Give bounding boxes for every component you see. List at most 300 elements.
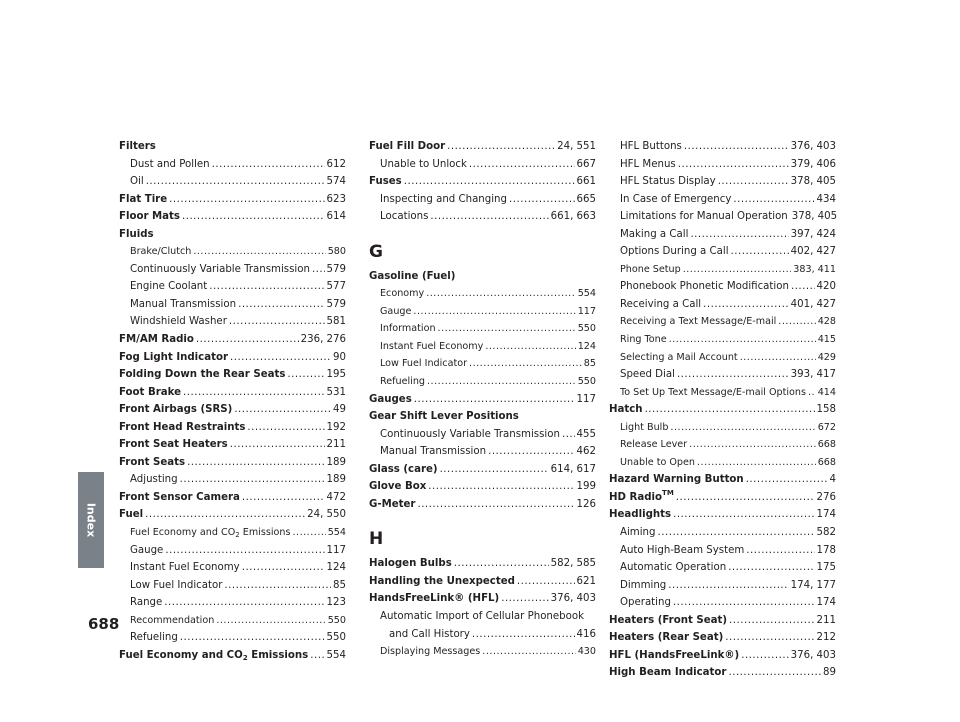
page-reference[interactable]: 531 — [326, 386, 346, 398]
page-reference[interactable]: 414 — [817, 386, 836, 398]
entry-label — [119, 208, 180, 226]
entry-text: Manual Transmission — [130, 298, 237, 310]
index-subentry — [369, 373, 596, 391]
index-subentry — [369, 191, 596, 209]
entry-text: HFL Status Display — [620, 176, 716, 188]
index-entry — [609, 629, 836, 647]
entry-text: Fuel Economy and CO — [130, 527, 236, 539]
dot-leader — [488, 443, 574, 461]
index-subentry — [119, 313, 346, 331]
page-reference[interactable]: 554 — [327, 527, 346, 539]
entry-label — [119, 454, 185, 472]
page-reference[interactable]: 174, 177 — [790, 579, 836, 591]
index-subentry — [609, 524, 836, 542]
page-reference[interactable]: 211 — [816, 614, 836, 626]
entry-label — [130, 559, 240, 577]
index-subentry — [119, 471, 346, 489]
index-entry — [119, 226, 346, 244]
index-entry — [119, 647, 346, 665]
entry-text: Halogen Bulbs — [369, 558, 452, 570]
index-subentry — [119, 542, 346, 560]
index-subentry — [119, 594, 346, 612]
page-reference[interactable]: 550 — [327, 614, 346, 626]
page-reference[interactable]: 85 — [583, 358, 596, 370]
page-reference[interactable]: 90 — [333, 351, 346, 363]
entry-label — [380, 373, 425, 391]
page-reference[interactable]: 579 — [326, 298, 346, 310]
page-number: 688 — [88, 615, 120, 633]
entry-superscript: TM — [662, 488, 674, 497]
dot-leader — [673, 506, 814, 524]
entry-text: Front Sensor Camera — [119, 491, 240, 503]
entry-label — [380, 426, 560, 444]
entry-text: Windshield Washer — [130, 316, 227, 328]
dot-leader — [196, 331, 299, 349]
entry-text: Low Fuel Indicator — [380, 358, 468, 370]
dot-leader — [509, 191, 575, 209]
dot-leader — [791, 278, 815, 296]
page-reference[interactable]: 383, 411 — [793, 263, 836, 275]
page-reference[interactable]: 577 — [326, 281, 346, 293]
dot-leader — [312, 261, 325, 279]
page-reference[interactable]: 581 — [326, 316, 346, 328]
entry-text: Recommendation — [130, 614, 215, 626]
page-reference[interactable]: 579 — [326, 263, 346, 275]
page-reference[interactable]: 402, 427 — [790, 246, 836, 258]
entry-label — [130, 173, 144, 191]
index-subentry — [609, 243, 836, 261]
entry-text: Making a Call — [620, 228, 689, 240]
entry-text: Fluids — [119, 228, 154, 240]
page-reference[interactable]: 189 — [326, 474, 346, 486]
dot-leader — [146, 173, 325, 191]
entry-label — [609, 401, 643, 419]
page-reference[interactable]: 124 — [326, 562, 346, 574]
entry-text: Dust and Pollen — [130, 158, 210, 170]
entry-label — [609, 647, 739, 665]
index-entry — [369, 461, 596, 479]
entry-text: Continuously Variable Transmission — [380, 428, 560, 440]
dot-leader — [169, 191, 324, 209]
dot-leader — [414, 391, 575, 409]
entry-label — [380, 443, 486, 461]
page-reference[interactable]: 89 — [823, 667, 836, 679]
entry-label — [380, 208, 428, 226]
index-entry — [119, 506, 346, 524]
entry-text: Folding Down the Rear Seats — [119, 369, 286, 381]
entry-text: Low Fuel Indicator — [130, 579, 223, 591]
entry-text: Headlights — [609, 509, 672, 521]
index-subentry — [609, 419, 836, 437]
entry-label — [620, 577, 666, 595]
entry-label — [380, 156, 467, 174]
dot-leader — [746, 542, 814, 560]
dot-leader — [683, 261, 792, 279]
page-reference[interactable]: 178 — [816, 544, 836, 556]
dot-leader — [242, 559, 325, 577]
entry-text: Gear Shift Lever Positions — [369, 411, 519, 423]
dot-leader — [417, 496, 574, 514]
dot-leader — [292, 524, 325, 542]
dot-leader — [238, 296, 324, 314]
entry-text: Instant Fuel Economy — [380, 340, 484, 352]
page-reference[interactable]: 49 — [333, 404, 346, 416]
index-subentry — [609, 366, 836, 384]
index-entry — [609, 506, 836, 524]
entry-label — [119, 226, 154, 244]
page-reference[interactable]: 24, 550 — [307, 509, 346, 521]
index-column-2 — [369, 138, 596, 661]
index-subentry — [609, 226, 836, 244]
entry-text: Oil — [130, 176, 144, 188]
dot-leader — [180, 471, 325, 489]
index-subentry — [119, 577, 346, 595]
entry-text: Fuel Economy and CO — [119, 649, 243, 661]
page-reference[interactable]: 85 — [333, 579, 346, 591]
entry-label — [369, 391, 412, 409]
dot-leader — [426, 285, 576, 303]
dot-leader — [230, 349, 331, 367]
page-reference[interactable]: 192 — [326, 421, 346, 433]
entry-text: Light Bulb — [620, 421, 669, 433]
page-reference[interactable]: 420 — [816, 281, 836, 293]
index-subentry — [609, 261, 836, 279]
entry-text: Glass (care) — [369, 463, 438, 475]
page-reference[interactable]: 621 — [576, 575, 596, 587]
index-subentry — [609, 296, 836, 314]
dot-leader — [145, 506, 305, 524]
index-entry — [119, 191, 346, 209]
entry-label — [130, 542, 163, 560]
entry-text: HFL Buttons — [620, 141, 682, 152]
dot-leader — [697, 454, 816, 472]
page-reference[interactable]: 668 — [817, 456, 836, 468]
entry-text: Filters — [119, 141, 156, 152]
entry-label — [620, 138, 682, 156]
page-reference[interactable]: 212 — [816, 632, 836, 644]
index-column-1 — [119, 138, 346, 664]
page-reference[interactable]: 550 — [577, 376, 596, 388]
page-reference[interactable]: 376, 403 — [790, 141, 836, 152]
entry-text: Refueling — [130, 632, 178, 644]
entry-label — [620, 173, 716, 191]
page-reference[interactable]: 428 — [817, 316, 836, 328]
entry-text: HFL Menus — [620, 158, 676, 170]
page-reference[interactable]: 211 — [326, 439, 346, 451]
entry-label — [130, 594, 162, 612]
entry-text: Limitations for Manual Operation — [620, 211, 788, 223]
entry-text: High Beam Indicator — [609, 667, 727, 679]
index-subentry — [609, 331, 836, 349]
index-subentry — [369, 208, 596, 226]
dot-leader — [676, 489, 815, 507]
entry-label — [380, 285, 424, 303]
entry-text: Automatic Import of Cellular Phonebook — [380, 611, 584, 623]
page-reference[interactable]: 554 — [577, 288, 596, 300]
index-entry — [369, 268, 596, 286]
page-reference[interactable]: 376, 403 — [550, 593, 596, 605]
page-reference[interactable]: 580 — [327, 246, 346, 258]
page-reference[interactable]: 455 — [576, 428, 596, 440]
page-reference[interactable]: 195 — [326, 369, 346, 381]
entry-text: Unable to Unlock — [380, 158, 467, 170]
entry-label — [620, 419, 668, 437]
dot-leader — [517, 573, 575, 591]
page-reference[interactable]: 582 — [816, 527, 836, 539]
page-reference[interactable]: 126 — [576, 498, 596, 510]
dot-leader — [740, 349, 816, 367]
index-column-3 — [609, 138, 836, 682]
entry-label — [620, 226, 688, 244]
page-reference[interactable]: 123 — [326, 597, 346, 609]
index-entry — [369, 478, 596, 496]
entry-text: Engine Coolant — [130, 281, 208, 293]
entry-label — [609, 629, 723, 647]
page-reference[interactable]: 393, 417 — [790, 369, 836, 381]
dot-leader — [469, 156, 575, 174]
entry-text: Fuel Fill Door — [369, 141, 446, 152]
page-reference[interactable]: 24, 551 — [557, 141, 596, 152]
dot-leader — [447, 138, 555, 156]
page-reference[interactable]: 550 — [577, 323, 596, 335]
page-reference[interactable]: 117 — [577, 305, 596, 317]
dot-leader — [428, 478, 574, 496]
dot-leader — [677, 366, 789, 384]
page-reference[interactable]: 582, 585 — [550, 558, 596, 570]
entry-text: Locations — [380, 211, 429, 223]
page-reference[interactable]: 117 — [326, 544, 346, 556]
entry-label — [119, 436, 228, 454]
dot-leader — [180, 629, 325, 647]
entry-text: Displaying Messages — [380, 646, 481, 658]
entry-label — [130, 471, 178, 489]
index-entry — [119, 454, 346, 472]
dot-leader — [472, 626, 575, 644]
section-tab-label: Index — [84, 502, 98, 538]
entry-text: Speed Dial — [620, 369, 675, 381]
entry-text: Front Head Restraints — [119, 421, 246, 433]
entry-subscript: 2 — [242, 653, 248, 662]
page-reference[interactable]: 199 — [576, 481, 596, 493]
entry-label — [620, 436, 687, 454]
entry-text: Phonebook Phonetic Modification — [620, 281, 789, 293]
page-reference[interactable]: 117 — [576, 393, 596, 405]
index-subentry — [609, 156, 836, 174]
page-reference[interactable]: 189 — [326, 456, 346, 468]
dot-leader — [482, 643, 575, 661]
page-reference[interactable]: 614 — [326, 211, 346, 223]
entry-label — [119, 191, 167, 209]
entry-label — [130, 524, 290, 542]
entry-label — [620, 296, 701, 314]
entry-label — [130, 261, 310, 279]
entry-label — [620, 524, 655, 542]
dot-leader — [242, 489, 325, 507]
index-subentry — [119, 524, 346, 542]
page-reference[interactable]: 429 — [817, 351, 836, 363]
entry-label — [119, 331, 194, 349]
entry-label — [380, 320, 436, 338]
index-subentry — [609, 173, 836, 191]
index-entry — [119, 401, 346, 419]
dot-leader — [657, 524, 814, 542]
index-subentry — [119, 612, 346, 630]
entry-text: Fog Light Indicator — [119, 351, 228, 363]
entry-label — [620, 313, 776, 331]
page-reference[interactable]: 661, 663 — [550, 211, 596, 223]
entry-text: Front Seats — [119, 456, 186, 468]
page-reference[interactable]: 472 — [326, 491, 346, 503]
dot-leader — [469, 355, 582, 373]
dot-leader — [718, 173, 789, 191]
page-reference[interactable]: 667 — [576, 158, 596, 170]
entry-text: Glove Box — [369, 481, 427, 493]
page-reference[interactable]: 276 — [816, 491, 836, 503]
dot-leader — [209, 278, 324, 296]
entry-label — [609, 471, 744, 489]
entry-text: Hatch — [609, 404, 643, 416]
entry-label — [119, 419, 245, 437]
entry-text: Gasoline (Fuel) — [369, 270, 456, 282]
entry-label — [119, 401, 232, 419]
dot-leader — [440, 461, 549, 479]
entry-text: Options During a Call — [620, 246, 729, 258]
index-subentry — [369, 626, 596, 644]
entry-text: Continuously Variable Transmission — [130, 263, 310, 275]
page-reference[interactable]: 124 — [577, 340, 596, 352]
index-subentry — [119, 243, 346, 261]
entry-text: HD Radio — [609, 491, 663, 503]
entry-label — [130, 243, 191, 261]
page-reference[interactable]: 416 — [576, 628, 596, 640]
page-reference[interactable]: 4 — [829, 474, 836, 486]
page-reference[interactable]: 665 — [576, 193, 596, 205]
index-entry — [119, 384, 346, 402]
page-reference[interactable]: 378, 405 — [791, 211, 838, 223]
index-subentry — [609, 384, 836, 402]
entry-text: Fuel — [119, 509, 144, 521]
index-subentry — [609, 138, 836, 156]
page-reference[interactable]: 554 — [326, 649, 346, 661]
entry-label — [609, 664, 726, 682]
page-reference[interactable]: 236, 276 — [300, 334, 346, 346]
entry-text: Heaters (Front Seat) — [609, 614, 728, 626]
index-entry — [609, 664, 836, 682]
dot-leader — [165, 542, 324, 560]
dot-leader — [438, 320, 576, 338]
page-reference[interactable]: 175 — [816, 562, 836, 574]
entry-label — [380, 338, 483, 356]
entry-label — [380, 643, 480, 661]
page-reference[interactable]: 158 — [816, 404, 836, 416]
page-reference[interactable]: 550 — [326, 632, 346, 644]
entry-label — [119, 138, 156, 156]
dot-leader — [690, 226, 788, 244]
dot-leader — [216, 612, 325, 630]
index-entry — [119, 349, 346, 367]
entry-text: Release Lever — [620, 439, 688, 451]
page-reference[interactable]: 614, 617 — [550, 463, 596, 475]
page-reference[interactable]: 574 — [326, 176, 346, 188]
index-subentry — [119, 629, 346, 647]
entry-label — [620, 331, 667, 349]
page-reference[interactable]: 174 — [816, 597, 836, 609]
index-subentry — [119, 173, 346, 191]
entry-label — [130, 577, 222, 595]
dot-leader — [670, 419, 815, 437]
index-subentry — [369, 303, 596, 321]
dot-leader — [746, 471, 828, 489]
index-entry — [119, 331, 346, 349]
index-subentry — [609, 559, 836, 577]
entry-text: Phone Setup — [620, 263, 681, 275]
entry-text: Aiming — [620, 527, 656, 539]
page-reference[interactable]: 462 — [576, 446, 596, 458]
page-reference[interactable]: 668 — [817, 439, 836, 451]
page-reference[interactable]: 378, 405 — [790, 176, 836, 188]
entry-label — [369, 555, 452, 573]
page-reference[interactable]: 397, 424 — [790, 228, 836, 240]
dot-leader — [182, 208, 325, 226]
entry-text: Front Airbags (SRS) — [119, 404, 233, 416]
dot-leader — [808, 384, 816, 402]
index-entry — [119, 419, 346, 437]
dot-leader — [212, 156, 325, 174]
page-reference[interactable]: 401, 427 — [790, 298, 836, 310]
dot-leader — [413, 303, 575, 321]
index-subentry — [369, 643, 596, 661]
page-reference[interactable]: 376, 403 — [790, 649, 836, 661]
index-subentry — [119, 559, 346, 577]
entry-text: Receiving a Call — [620, 298, 702, 310]
dot-leader — [229, 313, 325, 331]
index-entry — [119, 436, 346, 454]
page-reference[interactable]: 379, 406 — [790, 158, 836, 170]
entry-label — [130, 629, 178, 647]
page-reference[interactable]: 661 — [576, 176, 596, 188]
page-reference[interactable]: 434 — [816, 193, 836, 205]
dot-leader — [678, 156, 789, 174]
dot-leader — [729, 612, 815, 630]
page-reference[interactable]: 174 — [816, 509, 836, 521]
index-entry — [609, 401, 836, 419]
entry-text: To Set Up Text Message/E-mail Options — [620, 386, 806, 398]
dot-leader — [733, 191, 814, 209]
index-letter-heading: G — [369, 241, 383, 262]
index-entry — [119, 489, 346, 507]
entry-text: Receiving a Text Message/E-mail — [620, 316, 777, 328]
entry-text: Brake/Clutch — [130, 246, 192, 258]
page-reference[interactable]: 672 — [817, 421, 836, 433]
entry-label — [369, 590, 499, 608]
dot-leader — [310, 647, 324, 665]
entry-text: In Case of Emergency — [620, 193, 732, 205]
entry-label — [609, 489, 674, 507]
entry-label — [119, 384, 181, 402]
entry-label — [369, 138, 445, 156]
page-reference[interactable]: 612 — [326, 158, 346, 170]
index-subentry — [369, 320, 596, 338]
page-reference[interactable]: 415 — [817, 334, 836, 346]
index-entry — [119, 208, 346, 226]
index-subentry — [609, 436, 836, 454]
page-reference[interactable]: 430 — [577, 646, 596, 658]
entry-text: HandsFreeLink® (HFL) — [369, 593, 500, 605]
index-entry — [119, 366, 346, 384]
entry-text: FM/AM Radio — [119, 334, 194, 346]
index-entry — [369, 590, 596, 608]
page-reference[interactable]: 623 — [326, 193, 346, 205]
